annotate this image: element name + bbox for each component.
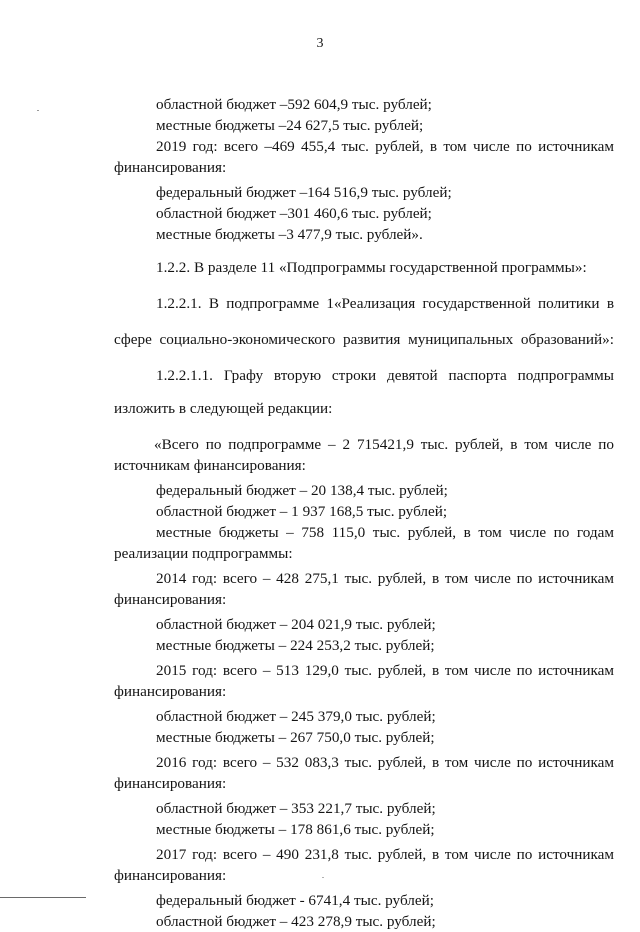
document-body (114, 94, 614, 932)
text-line: областной бюджет –301 460,6 тыс. рублей; (156, 205, 432, 222)
scan-speck (37, 110, 39, 111)
text-line: изложить в следующей редакции: (114, 400, 333, 417)
text-line: финансирования: (114, 159, 227, 176)
text-line: реализации подпрограммы: (114, 545, 293, 562)
text-line: финансирования: (114, 591, 227, 608)
text-line: 2019 год: всего –469 455,4 тыс. рублей, в том числе по источникам (156, 138, 614, 155)
text-line: 1.2.2. В разделе 11 «Подпрограммы государственной программы»: (156, 259, 587, 276)
text-line: финансирования: (114, 683, 227, 700)
text-line: 2017 год: всего – 490 231,8 тыс. рублей, в том числе по источникам (156, 846, 614, 863)
text-line: федеральный бюджет –164 516,9 тыс. рублей; (156, 184, 452, 201)
text-line: сфере социально-экономического развития муниципальных образований»: (114, 331, 614, 348)
text-line: 1.2.2.1.1. Графу вторую строки девятой паспорта подпрограммы (156, 367, 614, 384)
text-line: 2016 год: всего – 532 083,3 тыс. рублей, в том числе по источникам (156, 754, 614, 771)
text-line: финансирования: (114, 775, 227, 792)
text-line: местные бюджеты – 178 861,6 тыс. рублей; (156, 821, 435, 838)
text-line: финансирования: (114, 867, 227, 884)
text-line: областной бюджет – 204 021,9 тыс. рублей; (156, 616, 436, 633)
text-line: областной бюджет – 423 278,9 тыс. рублей; (156, 913, 436, 930)
text-line: местные бюджеты – 758 115,0 тыс. рублей, в том числе по годам (156, 524, 614, 541)
text-line: местные бюджеты –24 627,5 тыс. рублей; (156, 117, 424, 134)
text-line: областной бюджет – 353 221,7 тыс. рублей; (156, 800, 436, 817)
text-line: областной бюджет –592 604,9 тыс. рублей; (156, 96, 432, 113)
text-line: местные бюджеты –3 477,9 тыс. рублей». (156, 226, 423, 243)
text-line: местные бюджеты – 267 750,0 тыс. рублей; (156, 729, 435, 746)
footer-rule (0, 897, 86, 898)
page-number: 3 (316, 36, 324, 51)
text-line: «Всего по подпрограмме – 2 715421,9 тыс. рублей, в том числе по (154, 436, 614, 453)
text-line: 1.2.2.1. В подпрограмме 1«Реализация государственной политики в (156, 295, 614, 312)
text-line: областной бюджет – 1 937 168,5 тыс. рублей; (156, 503, 448, 520)
text-line: местные бюджеты – 224 253,2 тыс. рублей; (156, 637, 435, 654)
text-line: областной бюджет – 245 379,0 тыс. рублей; (156, 708, 436, 725)
text-line: федеральный бюджет – 20 138,4 тыс. рублей; (156, 482, 448, 499)
text-line: федеральный бюджет - 6741,4 тыс. рублей; (156, 892, 434, 909)
text-line: 2014 год: всего – 428 275,1 тыс. рублей, в том числе по источникам (156, 570, 614, 587)
text-line: источникам финансирования: (114, 457, 306, 474)
text-line: 2015 год: всего – 513 129,0 тыс. рублей, в том числе по источникам (156, 662, 614, 679)
